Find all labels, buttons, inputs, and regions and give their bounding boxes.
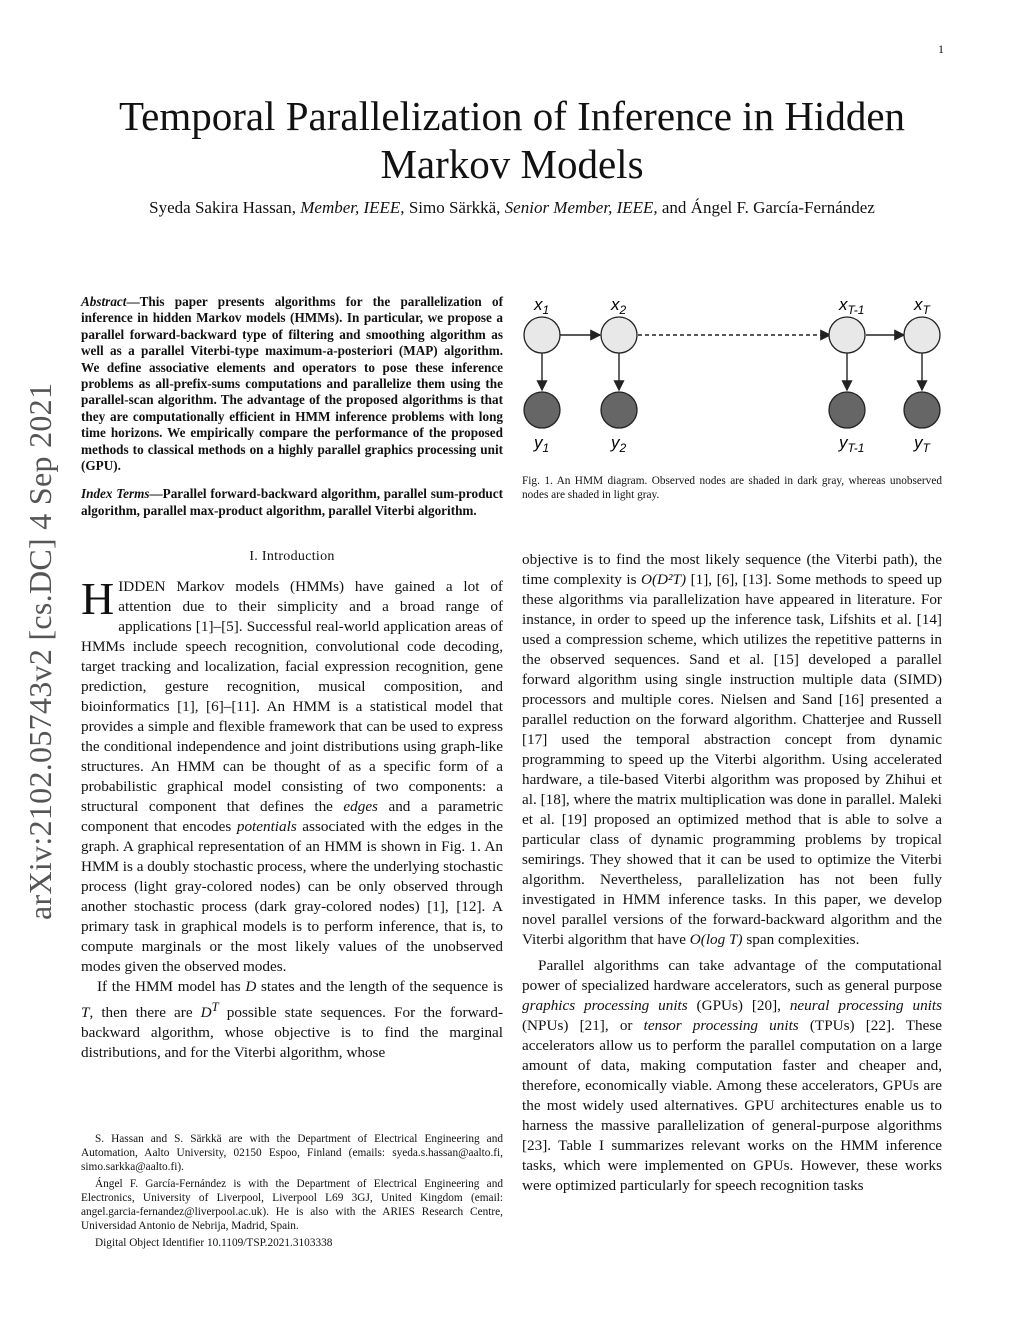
footnote-2: Ángel F. García-Fernández is with the Department of Electrical Engineering and Electronics, University of Liverpool, Liverpool L69 3GJ, United Kingdom (email: angel.garcia-fernandez@liverpool.ac.uk). He is also with the ARIES Research Centre, Universidad Antonio de Nebrija, Madrid, Spain. (81, 1178, 503, 1232)
hidden-state-label: $x_1$ (534, 295, 550, 317)
hidden-state-node (524, 317, 560, 353)
intro-paragraph-1: HIDDEN Markov models (HMMs) have gained a lot of attention due to their simplicity and a broad range of applications [1]–[5]. Successful real-world application areas of HMMs include speech recognition, convolutional code decoding, target tracking and localization, facial expression recognition, gene prediction, gesture recognition, musical composition, and bioinformatics [1], [6]–[11]. An HMM is a statistical model that provides a simple and flexible framework that can be used to express the conditional independence and joint distributions using graph-like structures. An HMM can be thought of as a specific form of a probabilistic graphical model consisting of two components: a structural component that defines the edges and a parametric component that encodes potentials associated with the edges in the graph. A graphical representation of an HMM is shown in Fig. 1. An HMM is a doubly stochastic process, where the underlying stochastic process (light gray-colored nodes) can be only observed through another stochastic process (dark gray-colored nodes) [1], [12]. A primary task in graphical models is to perform inference, that is, to compute marginals or the most likely values of the unobserved modes given the observed modes. (81, 573, 503, 976)
hidden-state-label: $x_{T-1}$ (839, 295, 865, 317)
footnotes (81, 1132, 503, 1253)
author-2-role: Senior Member, IEEE, (504, 198, 658, 217)
hmm-diagram (520, 290, 950, 460)
footnote-3: Digital Object Identifier 10.1109/TSP.2021.3103338 (95, 1237, 333, 1249)
hidden-state-label: $x_T$ (914, 295, 930, 317)
right-column (522, 550, 942, 1196)
index-terms-text: —Parallel forward-backward algorithm, parallel sum-product algorithm, parallel max-product algorithm, parallel Viterbi algorithm. (81, 486, 503, 518)
hidden-state-node (601, 317, 637, 353)
observed-node (601, 392, 637, 428)
observation-label: $y_{T-1}$ (839, 433, 865, 455)
abstract-lead: Abstract (81, 294, 127, 309)
author-1: Syeda Sakira Hassan, (149, 198, 301, 217)
observation-label: $y_1$ (534, 433, 550, 455)
right-paragraph-2: Parallel algorithms can take advantage of the computational power of specialized hardware accelerators, such as general purpose graphics processing units (GPUs) [20], neural processing units (NPUs) [21], or tensor processing units (TPUs) [22]. These accelerators allow us to perform the parallel computation on a large amount of data, making computation faster and cheaper and, therefore, economically viable. Among these accelerators, GPUs are the most widely used alternatives. GPU architectures enable us to harness the massive parallelization of general-purpose algorithms [23]. Table I summarizes relevant works on the HMM inference tasks, which were implemented on GPUs. However, these works were optimized particularly for speech recognition tasks (522, 957, 943, 1194)
author-2: Simo Särkkä, (404, 198, 505, 217)
index-terms (81, 486, 503, 519)
abstract (81, 294, 503, 474)
left-column (81, 294, 503, 1063)
observed-node (904, 392, 940, 428)
section-heading: I. Introduction (249, 549, 335, 565)
complexity-expr: O(D²T) (641, 571, 687, 588)
emission-edges (542, 353, 922, 390)
footnote-1: S. Hassan and S. Särkkä are with the Department of Electrical Engineering and Automation, Aalto University, 02150 Espoo, Finland (emails: syeda.s.hassan@aalto.fi, simo.sarkka@aalto.fi). (81, 1133, 503, 1173)
observation-label: $y_2$ (611, 433, 627, 455)
hidden-state-node (829, 317, 865, 353)
author-list (60, 198, 964, 218)
figure-caption: Fig. 1. An HMM diagram. Observed nodes are shaded in dark gray, whereas unobserved nodes are shaded in light gray. (522, 475, 942, 501)
hidden-state-label: $x_2$ (611, 295, 627, 317)
paper-title: Temporal Parallelization of Inference in Hidden Markov Models (118, 93, 906, 187)
index-terms-lead: Index Terms (81, 486, 150, 502)
span-complexity-expr: O(log T) (689, 931, 743, 948)
observed-node (829, 392, 865, 428)
page-number: 1 (938, 42, 944, 56)
author-3: and Ángel F. García-Fernández (657, 198, 875, 217)
observation-label: $y_T$ (914, 433, 930, 455)
abstract-text: —This paper presents algorithms for the parallelization of inference in hidden Markov models (HMMs). In particular, we propose a parallel forward-backward type of filtering and smoothing algorithm as well as a parallel Viterbi-type maximum-a-posteriori (MAP) algorithm. We define associative elements and operators to pose these inference problems as all-prefix-sums computations and parallelize them using the parallel-scan algorithm. The advantage of the proposed algorithms is that they are computationally efficient in HMM inference problems with long time horizons. We empirically compare the performance of the proposed methods to classical methods on a highly parallel graphics processing unit (GPU). (81, 294, 503, 474)
observed-node (524, 392, 560, 428)
arxiv-stamp: arXiv:2102.05743v2 [cs.DC] 4 Sep 2021 (22, 382, 58, 920)
right-paragraph-1: objective is to find the most likely sequence (the Viterbi path), the time complexity is O(D²T) [1], [6], [13]. Some methods to speed up these algorithms via parallelization have appeared in literature. For instance, in order to speed up the inference task, Lifshits et al. [14] used a compression scheme, which utilizes the repetitive patterns in the observed sequences. Sand et al. [15] developed a parallel forward algorithm using single instruction multiple data (SIMD) processors and multiple cores. Nielsen and Sand [16] presented a parallel reduction on the forward algorithm. Chatterjee and Russell [17] used the temporal abstraction concept from dynamic programming to speed up the Viterbi algorithm. Using accelerated hardware, a tile-based Viterbi algorithm was proposed by Zhihui et al. [18], where the matrix multiplication was done in parallel. Maleki et al. [19] proposed an optimized method that is able to solve a particular class of dynamic programming problems by tropical semirings. They showed that it can be used to optimize the Viterbi algorithm. Nevertheless, parallelization has not been fully investigated in HMM inference tasks. In this paper, we develop novel parallel versions of the forward-backward algorithm and the Viterbi algorithm that have O(log T) span complexities. (522, 551, 942, 948)
author-1-role: Member, IEEE, (300, 198, 405, 217)
intro-paragraph-2: If the HMM model has D states and the length of the sequence is T, then there are $D^T$ possible state sequences. For the forward-backward algorithm, whose objective is to find the marginal distributions, and for the Viterbi algorithm, whose (81, 978, 503, 1062)
drop-cap: H (81, 573, 115, 625)
hidden-state-node (904, 317, 940, 353)
